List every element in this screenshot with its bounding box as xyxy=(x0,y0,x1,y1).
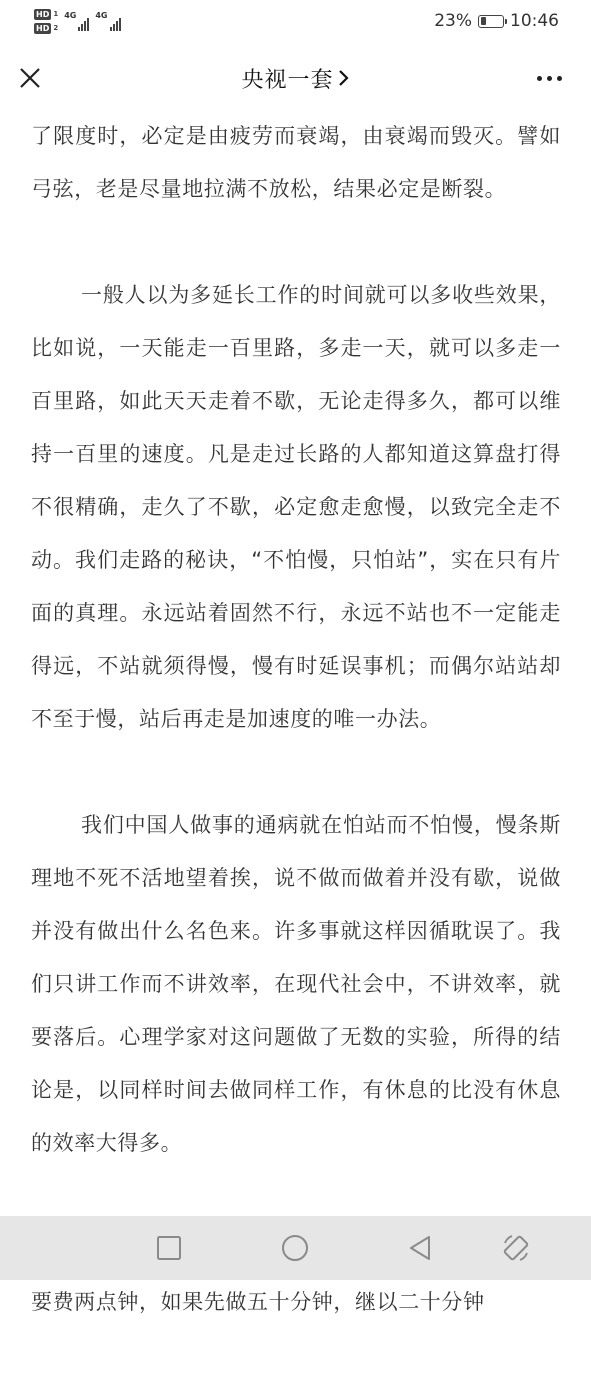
status-left xyxy=(34,4,121,38)
article-content xyxy=(31,110,561,1382)
home-button[interactable] xyxy=(279,1232,311,1264)
recent-apps-square-icon xyxy=(156,1235,182,1261)
network-type-1: 4G xyxy=(64,11,77,20)
article-body[interactable] xyxy=(31,110,561,1314)
status-right xyxy=(434,8,559,34)
title-button[interactable] xyxy=(0,52,591,104)
article-paragraph-3: 我们中国人做事的通病就在怕站而不怕慢，慢条斯理地不死不活地望着挨，说不做而做着并没有歇，说做并没有做出什么名色来。许多事就这样因循耽误了。我们只讲工作而不讲效率，在现代社会中，不讲效率，就要落后。心理学家对这问题做了无数的实验，所得的结论是，以同样时间去做同样工作，有休息的比没有休息的效率大得多。 xyxy=(31,813,561,1155)
status-bar xyxy=(0,0,591,44)
sim-indicators xyxy=(34,9,58,34)
close-button[interactable] xyxy=(14,60,46,96)
page-title: 央视一套 xyxy=(241,67,334,93)
article-paragraph-2: 一般人以为多延长工作的时间就可以多收些效果，比如说，一天能走一百里路，多走一天，就可以多走一百里路，如此天天走着不歇，无论走得多久，都可以维持一百里的速度。凡是走过长路的人都知道这算盘打得不很精确，走久了不歇，必定愈走愈慢，以致完全走不动。我们走路的秘诀，“不怕慢，只怕站”，实在只有片面的真理。永远站着固然不行，永远不站也不一定能走得远，不站就须得慢，慢有时延误事机；而偶尔站站却不至于慢，站后再走是加速度的唯一办法。 xyxy=(31,283,561,731)
battery-percent: 23% xyxy=(434,11,472,31)
article-paragraph-1: 了限度时，必定是由疲劳而衰竭，由衰竭而毁灭。譬如弓弦，老是尽量地拉满不放松，结果必定是断裂。 xyxy=(31,124,561,201)
rotate-screen-button[interactable] xyxy=(500,1232,532,1264)
title-bar xyxy=(0,52,591,104)
more-button[interactable] xyxy=(529,60,569,96)
clock-time: 10:46 xyxy=(510,11,559,31)
sim1-hd-badge: HD xyxy=(36,9,50,19)
sim2-indicator xyxy=(34,23,58,34)
sim2-number: 2 xyxy=(53,23,59,32)
recent-apps-button[interactable] xyxy=(153,1232,185,1264)
sim2-hd-badge: HD xyxy=(36,23,50,33)
home-circle-icon xyxy=(280,1233,310,1263)
battery-fill xyxy=(481,17,486,25)
chevron-right-icon xyxy=(338,68,350,88)
signal-icon-2 xyxy=(95,11,120,31)
more-dots-icon xyxy=(537,76,542,81)
back-triangle-icon xyxy=(407,1234,435,1262)
system-nav-bar xyxy=(0,1216,591,1280)
signal-icon-1 xyxy=(64,11,89,31)
article-paragraph-4: 要费两点钟，如果先做五十分钟，继以二十分钟 xyxy=(31,1290,485,1314)
sim1-number: 1 xyxy=(53,9,59,18)
sim1-indicator xyxy=(34,9,58,20)
screen-rotate-icon xyxy=(500,1232,532,1264)
battery-icon xyxy=(478,15,504,28)
close-icon xyxy=(19,67,41,89)
network-type-2: 4G xyxy=(95,11,108,20)
back-button[interactable] xyxy=(405,1232,437,1264)
